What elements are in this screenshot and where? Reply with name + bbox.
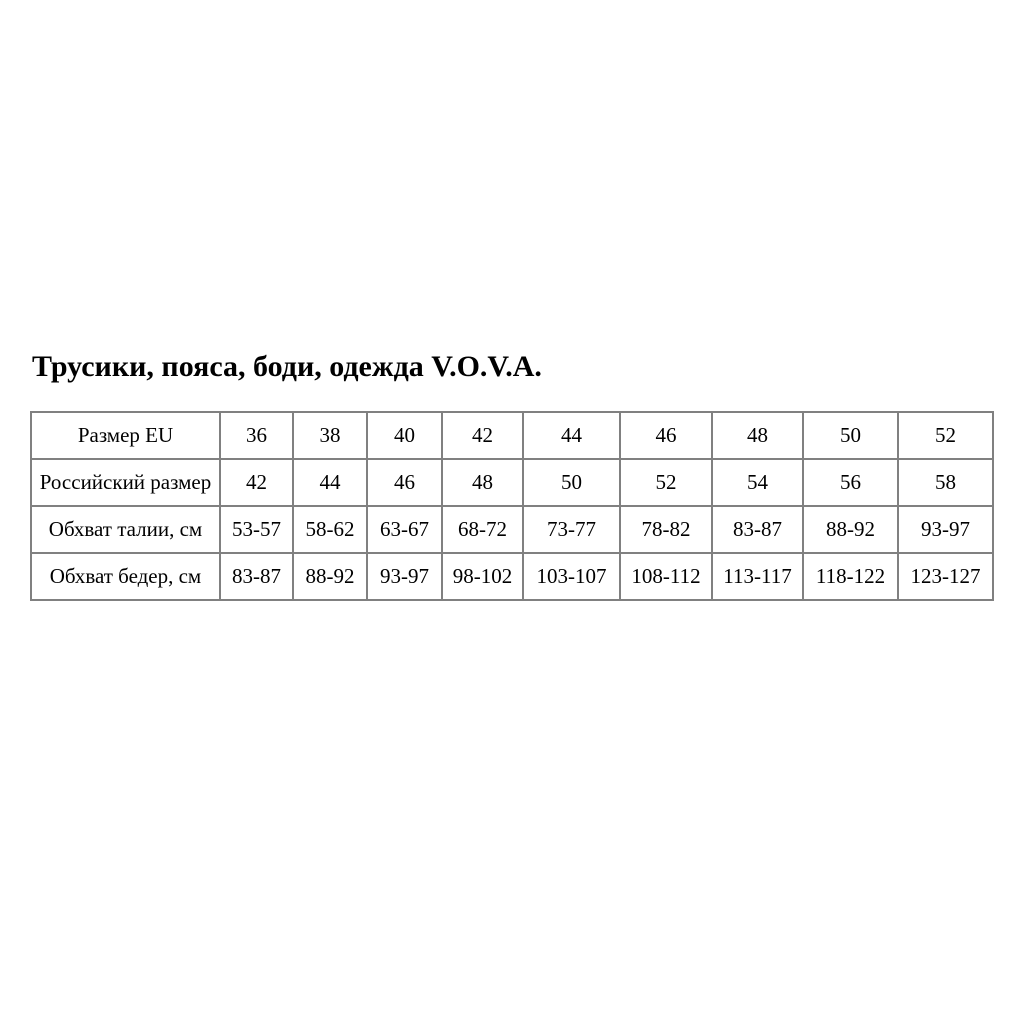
size-table-body [31, 412, 993, 600]
size-cell: 103-107 [523, 553, 620, 600]
table-row [31, 553, 993, 600]
table-row [31, 506, 993, 553]
size-cell: 108-112 [620, 553, 712, 600]
size-cell: 53-57 [220, 506, 293, 553]
size-cell: 42 [442, 412, 523, 459]
size-cell: 52 [620, 459, 712, 506]
size-cell: 93-97 [898, 506, 993, 553]
size-cell: 88-92 [803, 506, 898, 553]
size-cell: 44 [523, 412, 620, 459]
size-cell: 46 [620, 412, 712, 459]
size-cell: 36 [220, 412, 293, 459]
size-cell: 38 [293, 412, 367, 459]
size-cell: 48 [712, 412, 803, 459]
size-cell: 73-77 [523, 506, 620, 553]
size-table [30, 411, 994, 601]
size-cell: 78-82 [620, 506, 712, 553]
size-cell: 42 [220, 459, 293, 506]
table-row [31, 459, 993, 506]
row-label: Обхват бедер, см [31, 553, 220, 600]
size-cell: 56 [803, 459, 898, 506]
table-row [31, 412, 993, 459]
size-cell: 46 [367, 459, 442, 506]
row-label: Размер EU [31, 412, 220, 459]
size-cell: 83-87 [712, 506, 803, 553]
size-cell: 98-102 [442, 553, 523, 600]
row-label: Обхват талии, см [31, 506, 220, 553]
size-cell: 50 [523, 459, 620, 506]
size-cell: 123-127 [898, 553, 993, 600]
size-cell: 83-87 [220, 553, 293, 600]
size-cell: 40 [367, 412, 442, 459]
size-cell: 52 [898, 412, 993, 459]
row-label: Российский размер [31, 459, 220, 506]
size-cell: 50 [803, 412, 898, 459]
size-cell: 58-62 [293, 506, 367, 553]
size-cell: 118-122 [803, 553, 898, 600]
page-title: Трусики, пояса, боди, одежда V.O.V.A. [32, 350, 542, 383]
size-cell: 44 [293, 459, 367, 506]
size-cell: 54 [712, 459, 803, 506]
size-cell: 93-97 [367, 553, 442, 600]
size-cell: 58 [898, 459, 993, 506]
size-cell: 113-117 [712, 553, 803, 600]
size-cell: 63-67 [367, 506, 442, 553]
size-cell: 68-72 [442, 506, 523, 553]
size-cell: 88-92 [293, 553, 367, 600]
size-cell: 48 [442, 459, 523, 506]
